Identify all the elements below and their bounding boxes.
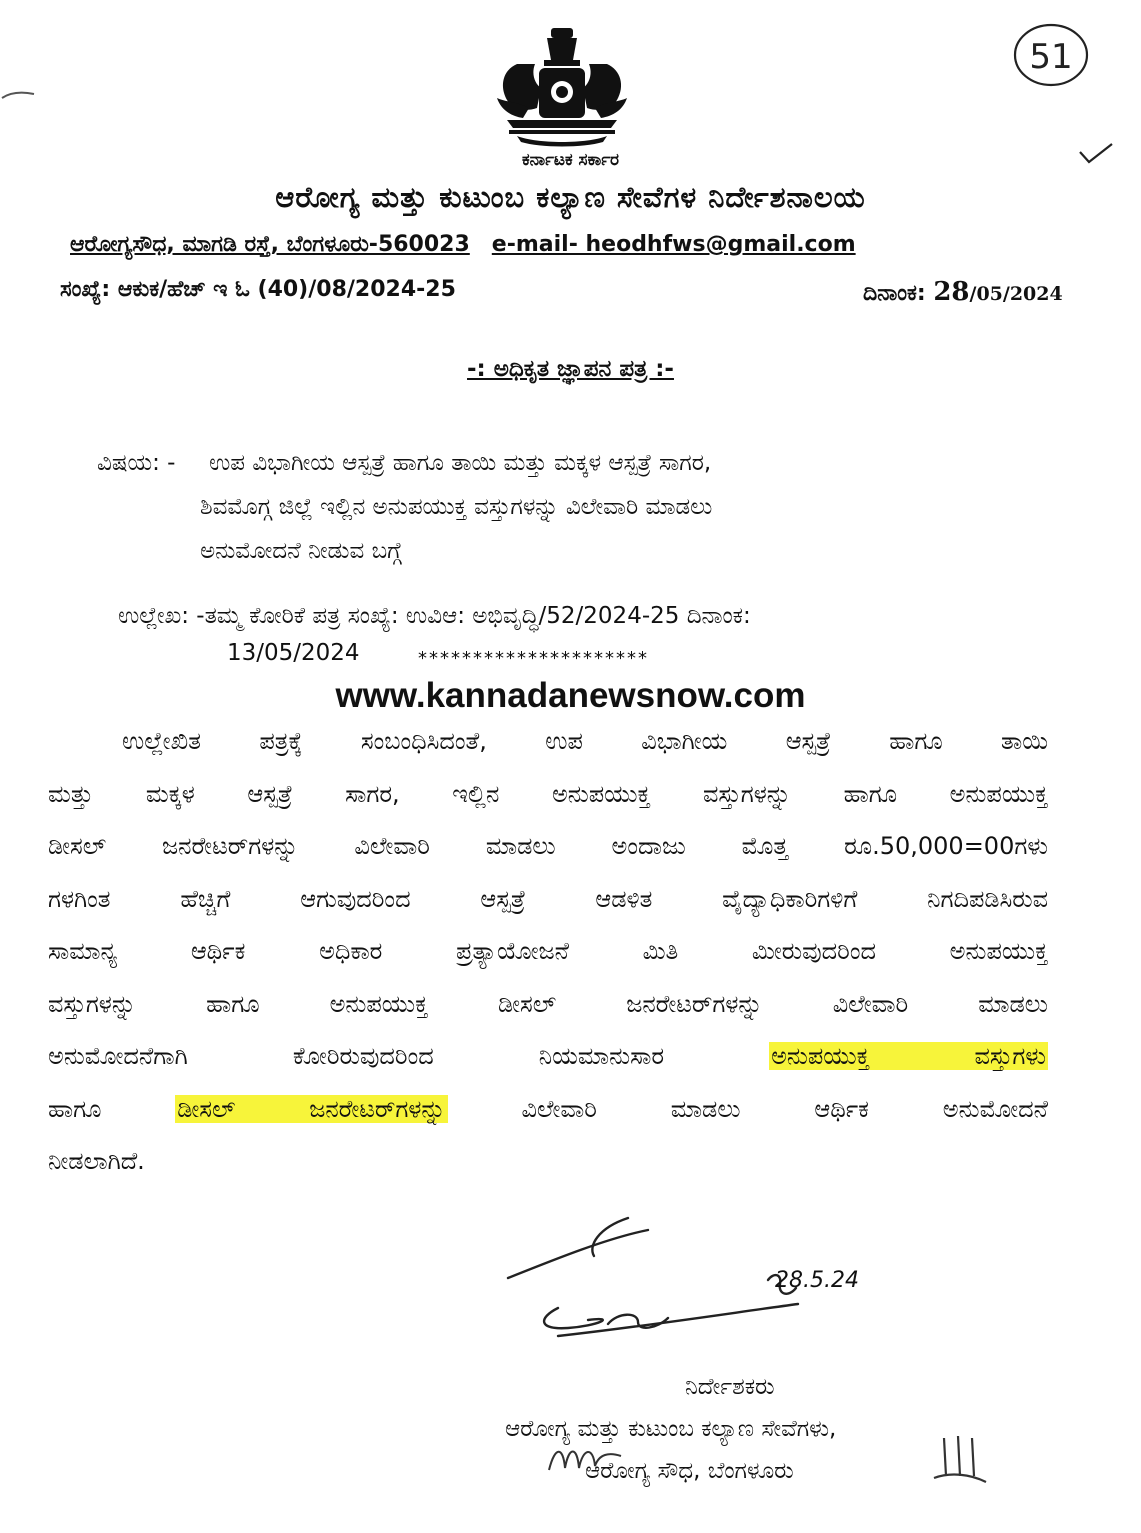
highlighted-text: ಅನುಪಯುಕ್ತ ವಸ್ತುಗಳು	[771, 1042, 1046, 1070]
body-line: ಉಲ್ಲೇಖಿತ ಪತ್ರಕ್ಕೆ ಸಂಬಂಧಿಸಿದಂತೆ, ಉಪ ವಿಭಾಗೀಯ ಆಸ್ಪತ್ರೆ ಹಾಗೂ ತಾಯಿ	[122, 727, 1048, 755]
signatory-department: ಆರೋಗ್ಯ ಮತ್ತು ಕುಟುಂಬ ಕಲ್ಯಾಣ ಸೇವೆಗಳು,	[505, 1416, 837, 1442]
signature-date: 28.5.24	[775, 1268, 859, 1293]
reference-date: 13/05/2024	[227, 640, 360, 666]
subject-line: ಅನುಮೋದನೆ ನೀಡುವ ಬಗ್ಗೆ	[200, 538, 402, 564]
handwritten-initials	[930, 1432, 990, 1487]
body-text: ವಿಲೇವಾರಿ ಮಾಡಲು ಆರ್ಥಿಕ ಅನುಮೋದನೆ	[521, 1094, 1048, 1123]
email-address: e-mail- heodhfws@gmail.com	[491, 232, 856, 257]
office-address: ಆರೋಗ್ಯಸೌಧ, ಮಾಗಡಿ ರಸ್ತೆ, ಬೆಂಗಳೂರು-560023	[70, 232, 470, 257]
document-title-text: -: ಅಧಿಕೃತ ಜ್ಞಾಪನ ಪತ್ರ :-	[467, 356, 674, 382]
reference-line: ಉಲ್ಲೇಖ: -ತಮ್ಮ ಕೋರಿಕೆ ಪತ್ರ ಸಂಖ್ಯೆ: ಉವಿಆ: ಅಭಿವೃದ್ಧಿ/52/2024-25 ದಿನಾಂಕ:	[118, 603, 751, 629]
handwritten-initials	[545, 1440, 625, 1480]
body-line	[48, 1030, 1048, 1083]
date-day: 28	[933, 277, 970, 307]
margin-mark	[0, 88, 40, 102]
signatory-address: ಆರೋಗ್ಯ ಸೌಧ, ಬೆಂಗಳೂರು	[585, 1458, 794, 1484]
body-paragraph	[48, 715, 1048, 1188]
subject-block	[97, 441, 1057, 573]
document-title	[0, 356, 1141, 382]
body-line	[48, 1083, 1048, 1136]
body-line: ಗಳಗಿಂತ ಹೆಚ್ಚಿಗೆ ಆಗುವುದರಿಂದ ಆಸ್ಪತ್ರೆ ಆಡಳಿತ ವೈದ್ಯಾಧಿಕಾರಿಗಳಿಗೆ ನಿಗದಿಪಡಿಸಿರುವ	[48, 884, 1048, 913]
order-number: ಸಂಖ್ಯೆ: ಆಕುಕ/ಹೆಚ್ ಇ ಓ (40)/08/2024-25	[60, 277, 456, 302]
subject-line: ಉಪ ವಿಭಾಗೀಯ ಆಸ್ಪತ್ರೆ ಹಾಗೂ ತಾಯಿ ಮತ್ತು ಮಕ್ಕಳ ಆಸ್ಪತ್ರೆ ಸಾಗರ,	[209, 450, 712, 476]
address-line	[70, 232, 856, 257]
date-label: ದಿನಾಂಕ:	[863, 281, 926, 306]
body-text: ಅನುಮೋದನೆಗಾಗಿ ಕೋರಿರುವುದರಿಂದ ನಿಯಮಾನುಸಾರ	[48, 1042, 665, 1070]
highlighted-text: ಡೀಸಲ್ ಜನರೇಟರ್‌ಗಳನ್ನು	[177, 1094, 446, 1123]
body-line: ಸಾಮಾನ್ಯ ಆರ್ಥಿಕ ಅಧಿಕಾರ ಪ್ರತ್ಯಾಯೋಜನೆ ಮಿತಿ ಮೀರುವುದರಿಂದ ಅನುಪಯುಕ್ತ	[48, 937, 1048, 965]
body-text: ಹಾಗೂ	[48, 1094, 102, 1123]
department-name: ಆರೋಗ್ಯ ಮತ್ತು ಕುಟುಂಬ ಕಲ್ಯಾಣ ಸೇವೆಗಳ ನಿರ್ದೇಶನಾಲಯ	[275, 180, 866, 214]
separator: *********************	[418, 648, 649, 669]
government-name: ಕರ್ನಾಟಕ ಸರ್ಕಾರ	[521, 150, 620, 170]
date-month-year: /05/2024	[969, 283, 1063, 305]
subject-label: ವಿಷಯ: -	[97, 450, 176, 476]
document-date	[863, 277, 1063, 307]
body-line: ಮತ್ತು ಮಕ್ಕಳ ಆಸ್ಪತ್ರೆ ಸಾಗರ, ಇಲ್ಲಿನ ಅನುಪಯುಕ್ತ ವಸ್ತುಗಳನ್ನು ಹಾಗೂ ಅನುಪಯುಕ್ತ	[48, 779, 1048, 808]
body-line: ಡೀಸಲ್ ಜನರೇಟರ್‌ಗಳನ್ನು ವಿಲೇವಾರಿ ಮಾಡಲು ಅಂದಾಜು ಮೊತ್ತ ರೂ.50,000=00ಗಳು	[48, 832, 1048, 860]
page-number-text: 51	[1029, 37, 1073, 77]
body-line: ವಸ್ತುಗಳನ್ನು ಹಾಗೂ ಅನುಪಯುಕ್ತ ಡೀಸಲ್ ಜನರೇಟರ್‌ಗಳನ್ನು ವಿಲೇವಾರಿ ಮಾಡಲು	[48, 989, 1048, 1018]
body-line: ನೀಡಲಾಗಿದೆ.	[48, 1147, 145, 1175]
subject-line: ಶಿವಮೊಗ್ಗ ಜಿಲ್ಲೆ ಇಲ್ಲಿನ ಅನುಪಯುಕ್ತ ವಸ್ತುಗಳನ್ನು ವಿಲೇವಾರಿ ಮಾಡಲು	[200, 494, 713, 520]
signatory-title: ನಿರ್ದೇಶಕರು	[685, 1374, 775, 1400]
karnataka-emblem-icon	[487, 22, 637, 157]
handwritten-signature	[498, 1208, 938, 1368]
handwritten-page-number	[1010, 18, 1092, 90]
watermark-url: www.kannadanewsnow.com	[335, 676, 806, 715]
